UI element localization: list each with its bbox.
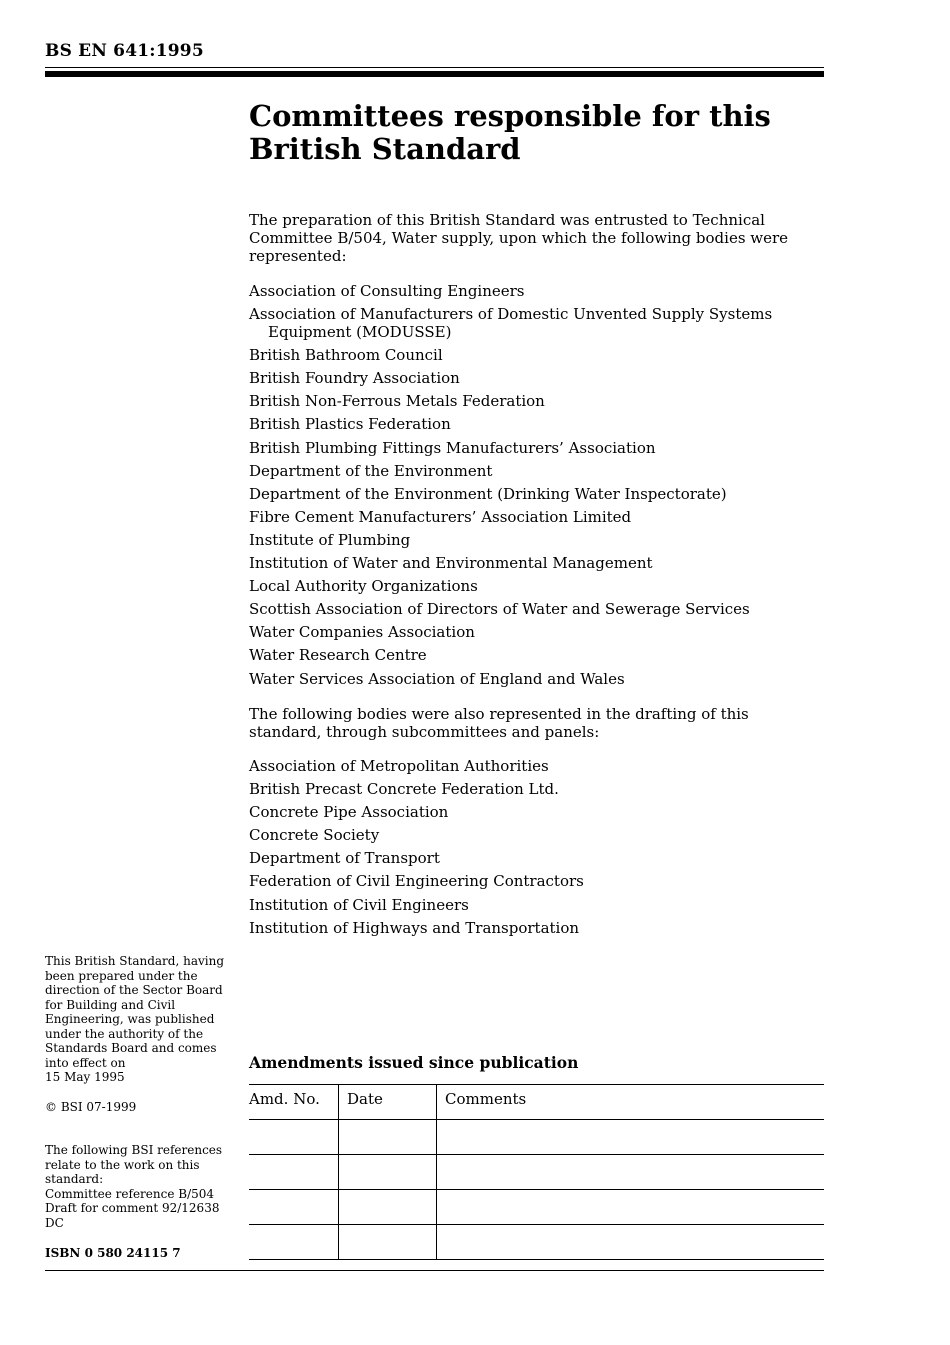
column-header-date: Date: [339, 1085, 437, 1120]
document-reference: BS EN 641:1995: [45, 41, 204, 61]
list-item: Department of the Environment (Drinking Water Inspectorate): [249, 484, 727, 503]
subcommittee-paragraph: The following bodies were also represented in the drafting of this standard, through subcommittees and panels:: [249, 705, 749, 741]
list-item: Local Authority Organizations: [249, 577, 478, 596]
list-item: Water Research Centre: [249, 646, 427, 665]
isbn: ISBN 0 580 24115 7: [45, 1246, 181, 1260]
amendments-table: [249, 1084, 824, 1260]
list-item: Department of Transport: [249, 849, 440, 868]
list-item: Association of Manufacturers of Domestic Unvented Supply Systems Equipment (MODUSSE): [249, 305, 773, 342]
list-item: Institute of Plumbing: [249, 530, 411, 549]
list-item: Association of Consulting Engineers: [249, 282, 525, 300]
list-item: British Bathroom Council: [249, 346, 443, 365]
list-item: Association of Metropolitan Authorities: [249, 757, 549, 775]
list-item: Department of the Environment: [249, 461, 493, 480]
list-item: Institution of Water and Environmental Management: [249, 554, 653, 573]
list-item: Institution of Civil Engineers: [249, 895, 469, 914]
list-item: Fibre Cement Manufacturers’ Association Limited: [249, 507, 632, 526]
draft-reference: Draft for comment 92/12638 DC: [45, 1201, 220, 1230]
table-header-row: [249, 1085, 824, 1120]
effective-date: 15 May 1995: [45, 1070, 125, 1084]
list-item: Water Services Association of England and Wales: [249, 669, 625, 688]
column-header-comments: Comments: [437, 1085, 825, 1120]
committee-bodies-list: [249, 282, 824, 693]
bsi-references: [45, 1143, 235, 1230]
list-item: British Non-Ferrous Metals Federation: [249, 392, 545, 411]
list-item: British Plastics Federation: [249, 415, 451, 434]
list-item: British Foundry Association: [249, 369, 460, 388]
list-item: Concrete Society: [249, 826, 380, 845]
page-title: Committees responsible for this British Standard: [249, 99, 771, 166]
list-item: Institution of Highways and Transportation: [249, 918, 580, 937]
table-row: [249, 1190, 824, 1225]
refs-intro: The following BSI references relate to the work on this standard:: [45, 1143, 223, 1186]
publication-note: [45, 954, 235, 1085]
list-item: Water Companies Association: [249, 623, 475, 642]
committee-reference: Committee reference B/504: [45, 1186, 215, 1201]
column-header-amd-no: Amd. No.: [249, 1085, 339, 1120]
list-item: Scottish Association of Directors of Water and Sewerage Services: [249, 600, 750, 619]
header-rule-thin: [45, 67, 824, 68]
publication-note-text: This British Standard, having been prepared under the direction of the Sector Board for Building and Civil Engineering, was published under the authority of the Standards Board and comes into effect on: [45, 954, 225, 1070]
copyright-notice: © BSI 07-1999: [45, 1100, 137, 1114]
list-item: Concrete Pipe Association: [249, 803, 449, 822]
table-row: [249, 1225, 824, 1260]
subcommittee-bodies-list: [249, 757, 824, 942]
footer-rule: [45, 1270, 824, 1271]
table-row: [249, 1120, 824, 1155]
list-item: British Precast Concrete Federation Ltd.: [249, 780, 559, 799]
header-rule-thick: [45, 71, 824, 77]
list-item: Federation of Civil Engineering Contractors: [249, 872, 584, 891]
intro-paragraph: The preparation of this British Standard was entrusted to Technical Committee B/504, Water supply, upon which the following bodies were represented:: [249, 211, 789, 265]
list-item: British Plumbing Fittings Manufacturers’ Association: [249, 438, 656, 457]
table-row: [249, 1155, 824, 1190]
amendments-heading: Amendments issued since publication: [249, 1053, 579, 1072]
